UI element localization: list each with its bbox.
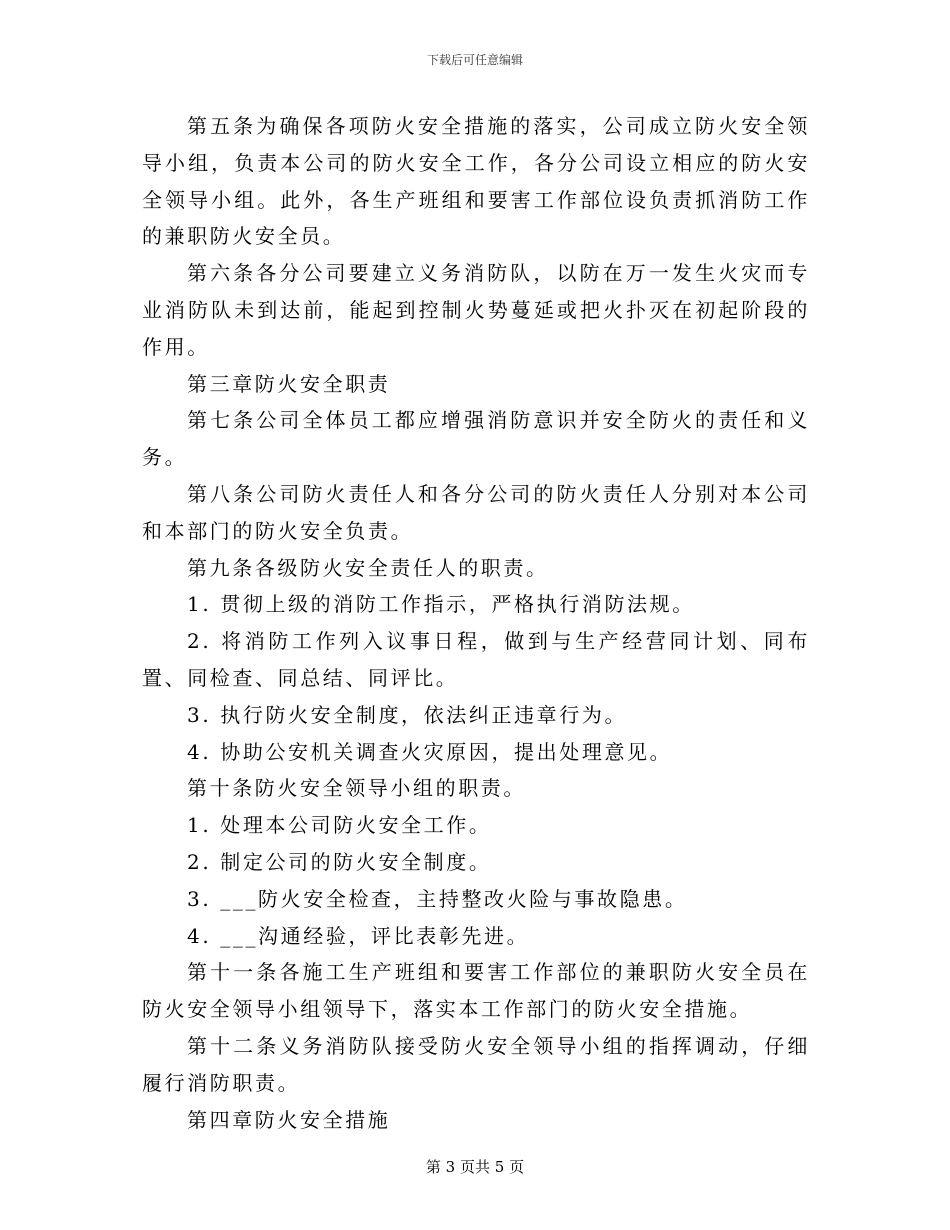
list-item: 3. ___防火安全检查，主持整改火险与事故隐患。	[187, 886, 688, 911]
paragraph-article-9: 第九条各级防火安全责任人的职责。	[187, 555, 549, 580]
list-item: 1. 贯彻上级的消防工作指示，严格执行消防法规。	[187, 592, 695, 617]
paragraph-article-5: 第五条为确保各项防火安全措施的落实，公司成立防火安全领导小组，负责本公司的防火安全工作，各分公司设立相应的防火安全领导小组。此外，各生产班组和要害工作部位设负责抓消防工作的兼职防火安全员。	[142, 114, 810, 249]
list-item: 3. 执行防火安全制度，依法纠正违章行为。	[187, 702, 628, 727]
paragraph-article-12: 第十二条义务消防队接受防火安全领导小组的指挥调动，仔细履行消防职责。	[142, 1033, 810, 1095]
paragraph-article-7: 第七条公司全体员工都应增强消防意识并安全防火的责任和义务。	[142, 408, 810, 470]
list-item: 1. 处理本公司防火安全工作。	[187, 813, 492, 838]
page-header: 下载后可任意编辑	[426, 53, 523, 67]
paragraph-article-11: 第十一条各施工生产班组和要害工作部位的兼职防火安全员在防火安全领导小组领导下，落实本工作部门的防火安全措施。	[142, 960, 810, 1022]
chapter-heading-4: 第四章防火安全措施	[187, 1107, 391, 1132]
list-item: 4. 协助公安机关调查火灾原因，提出处理意见。	[187, 739, 673, 764]
paragraph-article-10: 第十条防火安全领导小组的职责。	[187, 776, 526, 801]
list-item: 2. 将消防工作列入议事日程，做到与生产经营同计划、同布置、同检查、同总结、同评比。	[142, 629, 810, 690]
chapter-heading-3: 第三章防火安全职责	[187, 371, 391, 396]
list-item: 4. ___沟通经验，评比表彰先进。	[187, 923, 530, 948]
paragraph-article-6: 第六条各分公司要建立义务消防队，以防在万一发生火灾而专业消防队未到达前，能起到控制火势蔓延或把火扑灭在初起阶段的作用。	[142, 261, 810, 359]
document-body	[142, 108, 810, 1138]
paragraph-article-8: 第八条公司防火责任人和各分公司的防火责任人分别对本公司和本部门的防火安全负责。	[142, 481, 810, 543]
page-number: 第 3 页共 5 页	[425, 1158, 525, 1176]
list-item: 2. 制定公司的防火安全制度。	[187, 849, 492, 874]
